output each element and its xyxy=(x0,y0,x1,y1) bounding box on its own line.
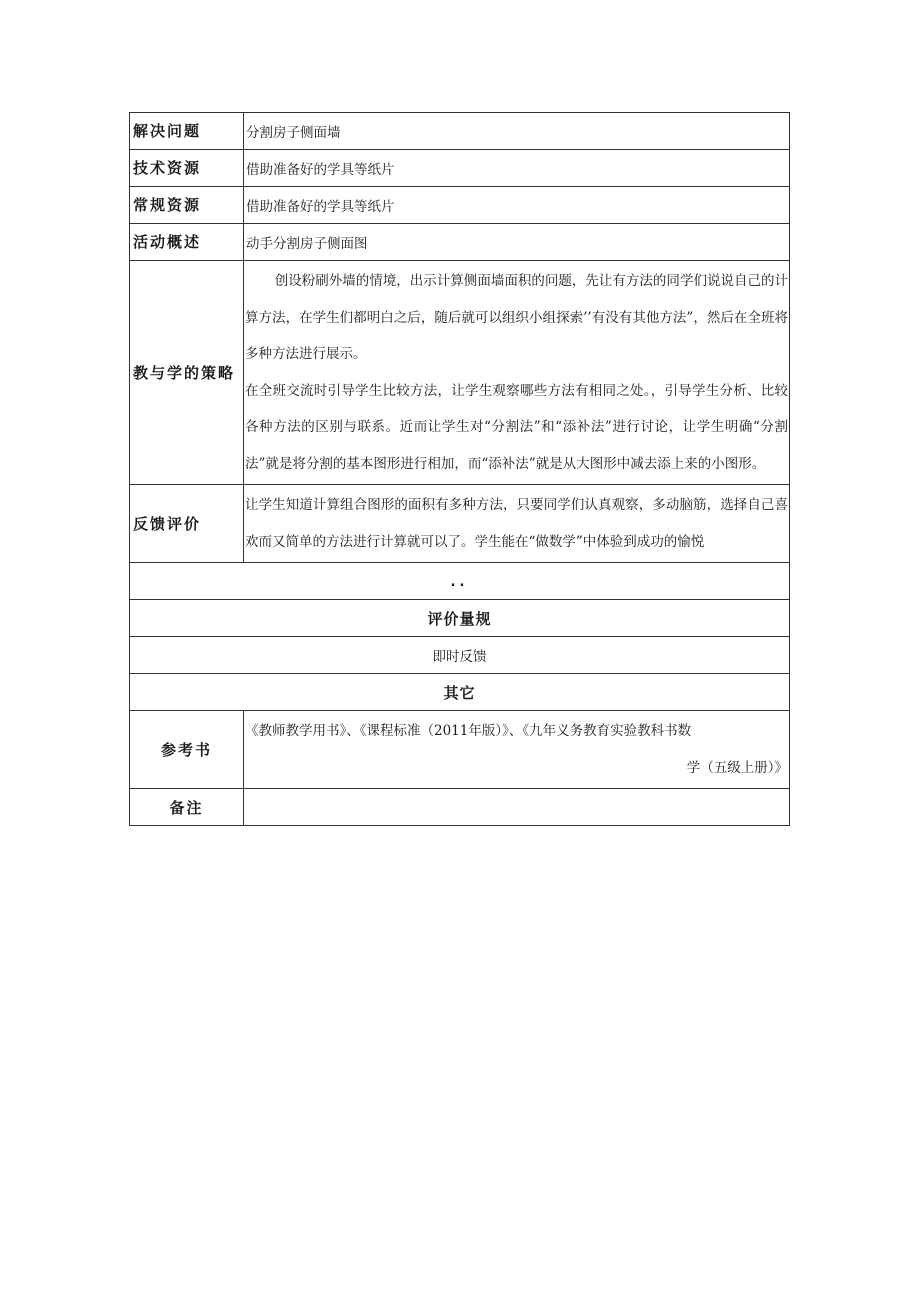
row-label-strategy: 教与学的策略 xyxy=(130,261,244,485)
lesson-plan-table xyxy=(129,112,790,826)
table-row xyxy=(130,563,790,600)
table-row xyxy=(130,261,790,485)
table-row xyxy=(130,113,790,150)
table-row xyxy=(130,485,790,563)
feedback-text: 让学生知道计算组合图形的面积有多种方法，只要同学们认真观察，多动脑筋，选择自己喜欢而又简单的方法进行计算就可以了。学生能在“做数学”中体验到成功的愉悦 xyxy=(244,485,790,563)
reference-line-1: 《教师教学用书》、《课程标准（2011年版）》、《九年义务教育实验教科书数 xyxy=(245,723,692,739)
table-row xyxy=(130,150,790,187)
row-value-activity-overview: 动手分割房子侧面图 xyxy=(244,224,790,261)
table-row xyxy=(130,187,790,224)
strategy-paragraph-1: 创设粉刷外墙的情境，出示计算侧面墙面积的问题，先让有方法的同学们说说自己的计算方法，在学生们都明白之后，随后就可以组织小组探索’’有没有其他方法”，然后在全班将多种方法进行展示。 xyxy=(245,273,788,362)
row-value-problem: 分割房子侧面墙 xyxy=(244,113,790,150)
dots-row xyxy=(130,563,790,600)
notes-label: 备注 xyxy=(130,789,244,826)
table-row xyxy=(130,711,790,789)
reference-text xyxy=(244,711,790,789)
row-label-activity-overview: 活动概述 xyxy=(130,224,244,261)
table-row xyxy=(130,637,790,674)
row-label-regular-resources: 常规资源 xyxy=(130,187,244,224)
notes-value xyxy=(244,789,790,826)
strategy-paragraph-2: 在全班交流时引导学生比较方法，让学生观察哪些方法有相同之处。，引导学生分析、比较各种方法的区别与联系。近而让学生对“分割法”和“添补法”进行讨论，让学生明确“分割法”就是将分割的基本图形进行相加，而“添补法”就是从大图形中减去添上来的小图形。 xyxy=(245,382,788,472)
strategy-text xyxy=(244,261,790,485)
row-value-tech-resources: 借助准备好的学具等纸片 xyxy=(244,150,790,187)
row-label-problem: 解决问题 xyxy=(130,113,244,150)
reference-line-2: 学（五级上册）》 xyxy=(686,759,788,776)
rubric-value: 即时反馈 xyxy=(130,637,790,674)
reference-label: 参考书 xyxy=(130,711,244,789)
dots-text: .. xyxy=(450,575,469,590)
table-row xyxy=(130,789,790,826)
rubric-title: 评价量规 xyxy=(130,600,790,637)
table-row xyxy=(130,600,790,637)
row-label-tech-resources: 技术资源 xyxy=(130,150,244,187)
table-row xyxy=(130,224,790,261)
row-value-regular-resources: 借助准备好的学具等纸片 xyxy=(244,187,790,224)
table-row xyxy=(130,674,790,711)
other-title: 其它 xyxy=(130,674,790,711)
row-label-feedback: 反馈评价 xyxy=(130,485,244,563)
